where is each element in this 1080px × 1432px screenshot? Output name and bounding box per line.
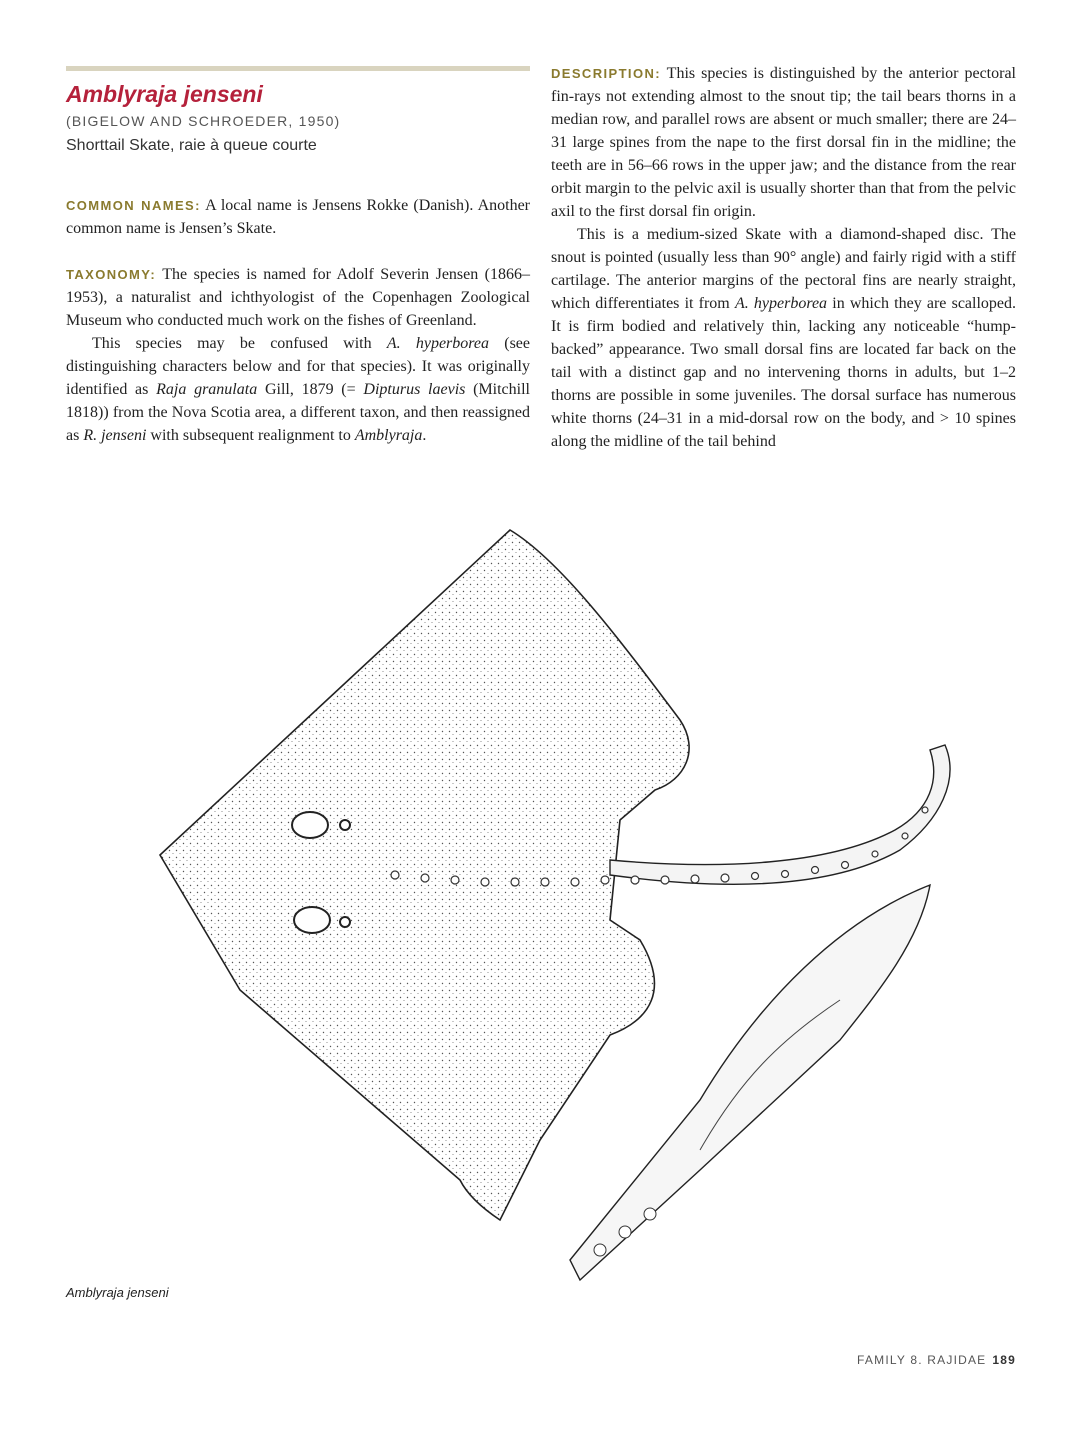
italic-taxon: Raja granulata — [156, 381, 258, 398]
skate-dorsal-view — [160, 530, 950, 1220]
description-paragraph-1 — [551, 62, 1016, 223]
text-run: Gill, 1879 (= — [257, 381, 364, 398]
taxonomy-heading: TAXONOMY: — [66, 267, 157, 282]
description-text-1: This species is distinguished by the anterior pectoral fin-rays not extending almost to the snout tip; the tail bears thorns in a median row, and parallel rows are absent or much smaller; there are 24–31 large spines from the nape to the first dorsal fin in the midline; the teeth are in 56–66 rows in the upper jaw; and the distance from the rear orbit margin to the pelvic axil is usually shorter than that from the pelvic axil to the first dorsal fin origin. — [551, 65, 1016, 220]
figure-caption: Amblyraja jenseni — [66, 1285, 169, 1300]
common-names-paragraph — [66, 194, 530, 240]
header-rule — [66, 66, 530, 71]
common-names-text: A local name is Jensens Rokke (Danish). Another common name is Jensen’s Skate. — [66, 197, 530, 237]
text-run: This is a medium-sized Skate with a diamond-shaped disc. The snout is pointed (usually less than 90° angle) and fairly rigid with a stiff cartilage. The anterior margins of the pectoral fins are nearly straight, which differentiates it from — [551, 226, 1016, 312]
italic-taxon: A. hyperborea — [386, 335, 490, 352]
text-run: (Mitchill 1818)) from the Nova Scotia area, a different taxon, and then reassigned as — [66, 381, 530, 444]
taxonomy-paragraph-1 — [66, 263, 530, 332]
running-footer-family: FAMILY 8. RAJIDAE — [857, 1353, 987, 1367]
text-run: (see distinguishing characters below and for that species). It was originally identified as — [66, 335, 531, 398]
common-names-heading: COMMON NAMES: — [66, 198, 201, 213]
skate-illustration — [140, 520, 960, 1300]
left-column — [66, 80, 530, 447]
text-run: . — [422, 427, 427, 444]
species-authority: (BIGELOW AND SCHROEDER, 1950) — [66, 113, 341, 129]
right-column — [551, 62, 1016, 453]
description-heading: DESCRIPTION: — [551, 66, 661, 81]
taxonomy-text-1: The species is named for Adolf Severin Jensen (1866–1953), a naturalist and ichthyologist of the Copenhagen Zoological Museum who conducted much work on the fishes of Greenland. — [66, 266, 530, 329]
species-title: Amblyraja jenseni — [66, 81, 263, 107]
italic-taxon: Amblyraja — [354, 427, 423, 444]
italic-taxon: Dipturus laevis — [363, 381, 466, 398]
page-number: 189 — [992, 1353, 1016, 1367]
page-footer — [857, 1353, 1016, 1367]
taxonomy-paragraph-2 — [66, 332, 530, 447]
italic-taxon: R. jenseni — [83, 427, 147, 444]
description-paragraph-2 — [551, 223, 1016, 453]
text-run: This species may be confused with — [92, 335, 387, 352]
italic-taxon: A. hyperborea — [734, 295, 828, 312]
text-run: with subsequent realignment to — [146, 427, 355, 444]
text-run: in which they are scalloped. It is firm bodied and relatively thin, lacking any noticeable “hump-backed” appearance. Two small dorsal fins are located far back on the tail with a distinct gap and no intervening thorns in adults, but 1–2 thorns are possible in some juveniles. The dorsal surface has numerous white thorns (24–31 in a mid-dorsal row on the body, and > 10 spines along the midline of the tail behind — [551, 295, 1017, 450]
vernacular-names: Shorttail Skate, raie à queue courte — [66, 137, 317, 154]
